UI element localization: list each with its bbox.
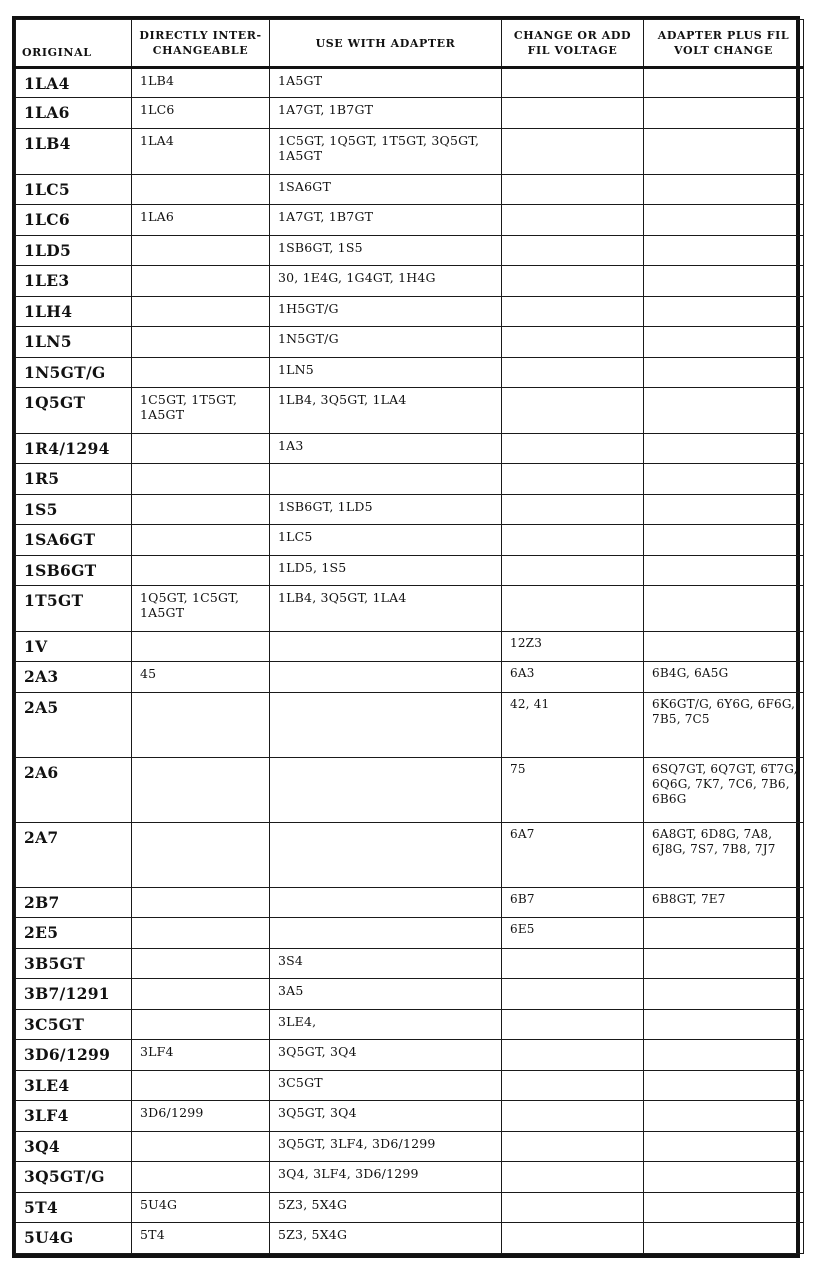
adapter-fil-volt-change-cell <box>644 1192 804 1222</box>
original-tube-cell: 1LN5 <box>16 327 132 357</box>
use-with-adapter-cell: 5Z3, 5X4G <box>270 1223 502 1254</box>
use-with-adapter-cell: 1LN5 <box>270 357 502 387</box>
original-tube-cell: 1R5 <box>16 464 132 494</box>
use-with-adapter-cell: 1LB4, 3Q5GT, 1LA4 <box>270 586 502 632</box>
directly-interchangeable-cell <box>132 1162 270 1192</box>
fil-voltage-change-cell <box>502 555 644 585</box>
directly-interchangeable-cell <box>132 631 270 661</box>
use-with-adapter-cell <box>270 888 502 918</box>
directly-interchangeable-cell <box>132 327 270 357</box>
directly-interchangeable-cell <box>132 1009 270 1039</box>
use-with-adapter-cell: 3Q5GT, 3Q4 <box>270 1040 502 1070</box>
original-tube-cell: 1R4/1294 <box>16 433 132 463</box>
use-with-adapter-cell: 1SB6GT, 1S5 <box>270 235 502 265</box>
directly-interchangeable-cell <box>132 555 270 585</box>
header-adapter-plus-fil-volt-change: ADAPTER PLUS FIL VOLT CHANGE <box>644 20 804 68</box>
header-use-with-adapter: USE WITH ADAPTER <box>270 20 502 68</box>
directly-interchangeable-cell: 45 <box>132 662 270 692</box>
adapter-fil-volt-change-cell <box>644 464 804 494</box>
table-body <box>16 68 804 1254</box>
directly-interchangeable-cell: 5U4G <box>132 1192 270 1222</box>
fil-voltage-change-cell: 12Z3 <box>502 631 644 661</box>
fil-voltage-change-cell <box>502 128 644 174</box>
use-with-adapter-cell: 3LE4, <box>270 1009 502 1039</box>
fil-voltage-change-cell <box>502 1131 644 1161</box>
header-change-fil-voltage: CHANGE OR ADD FIL VOLTAGE <box>502 20 644 68</box>
adapter-fil-volt-change-cell <box>644 1009 804 1039</box>
fil-voltage-change-cell <box>502 266 644 296</box>
table-row <box>16 235 804 265</box>
directly-interchangeable-cell <box>132 1131 270 1161</box>
use-with-adapter-cell: 3Q5GT, 3LF4, 3D6/1299 <box>270 1131 502 1161</box>
directly-interchangeable-cell: 1C5GT, 1T5GT, 1A5GT <box>132 388 270 434</box>
adapter-fil-volt-change-cell <box>644 235 804 265</box>
fil-voltage-change-cell <box>502 586 644 632</box>
adapter-fil-volt-change-cell <box>644 296 804 326</box>
adapter-fil-volt-change-cell <box>644 1040 804 1070</box>
adapter-fil-volt-change-cell <box>644 1101 804 1131</box>
table-row <box>16 692 804 757</box>
fil-voltage-change-cell <box>502 174 644 204</box>
table-row <box>16 1223 804 1254</box>
adapter-fil-volt-change-cell: 6SQ7GT, 6Q7GT, 6T7G, 6Q6G, 7K7, 7C6, 7B6, 6B6G <box>644 757 804 822</box>
use-with-adapter-cell: 1SB6GT, 1LD5 <box>270 494 502 524</box>
table-row <box>16 327 804 357</box>
directly-interchangeable-cell <box>132 296 270 326</box>
use-with-adapter-cell: 1LD5, 1S5 <box>270 555 502 585</box>
directly-interchangeable-cell: 3LF4 <box>132 1040 270 1070</box>
adapter-fil-volt-change-cell <box>644 205 804 235</box>
adapter-fil-volt-change-cell <box>644 327 804 357</box>
directly-interchangeable-cell <box>132 1070 270 1100</box>
use-with-adapter-cell: 3Q5GT, 3Q4 <box>270 1101 502 1131</box>
header-directly-interchangeable: DIRECTLY INTER-CHANGEABLE <box>132 20 270 68</box>
fil-voltage-change-cell <box>502 388 644 434</box>
adapter-fil-volt-change-cell <box>644 1162 804 1192</box>
original-tube-cell: 1SB6GT <box>16 555 132 585</box>
header-row <box>16 20 804 68</box>
table-row <box>16 948 804 978</box>
original-tube-cell: 1LC5 <box>16 174 132 204</box>
directly-interchangeable-cell <box>132 979 270 1009</box>
table-row <box>16 631 804 661</box>
header-original: ORIGINAL <box>16 20 132 68</box>
adapter-fil-volt-change-cell: 6B8GT, 7E7 <box>644 888 804 918</box>
adapter-fil-volt-change-cell <box>644 555 804 585</box>
table-row <box>16 205 804 235</box>
table-row <box>16 979 804 1009</box>
original-tube-cell: 5U4G <box>16 1223 132 1254</box>
fil-voltage-change-cell <box>502 979 644 1009</box>
original-tube-cell: 1Q5GT <box>16 388 132 434</box>
original-tube-cell: 2A7 <box>16 822 132 887</box>
table-row <box>16 464 804 494</box>
adapter-fil-volt-change-cell <box>644 1070 804 1100</box>
use-with-adapter-cell: 1A7GT, 1B7GT <box>270 205 502 235</box>
table-row <box>16 98 804 128</box>
use-with-adapter-cell <box>270 464 502 494</box>
adapter-fil-volt-change-cell: 6B4G, 6A5G <box>644 662 804 692</box>
table-row <box>16 586 804 632</box>
table-row <box>16 918 804 948</box>
use-with-adapter-cell: 1A7GT, 1B7GT <box>270 98 502 128</box>
fil-voltage-change-cell <box>502 205 644 235</box>
use-with-adapter-cell <box>270 918 502 948</box>
table-row <box>16 266 804 296</box>
adapter-fil-volt-change-cell <box>644 433 804 463</box>
table-row <box>16 388 804 434</box>
directly-interchangeable-cell <box>132 692 270 757</box>
fil-voltage-change-cell: 75 <box>502 757 644 822</box>
original-tube-cell: 1LA6 <box>16 98 132 128</box>
directly-interchangeable-cell: 1LA4 <box>132 128 270 174</box>
use-with-adapter-cell <box>270 757 502 822</box>
adapter-fil-volt-change-cell: 6A8GT, 6D8G, 7A8, 6J8G, 7S7, 7B8, 7J7 <box>644 822 804 887</box>
original-tube-cell: 1LD5 <box>16 235 132 265</box>
fil-voltage-change-cell <box>502 1223 644 1254</box>
adapter-fil-volt-change-cell <box>644 1131 804 1161</box>
adapter-fil-volt-change-cell <box>644 98 804 128</box>
fil-voltage-change-cell <box>502 525 644 555</box>
fil-voltage-change-cell <box>502 464 644 494</box>
fil-voltage-change-cell <box>502 327 644 357</box>
fil-voltage-change-cell <box>502 98 644 128</box>
original-tube-cell: 3Q4 <box>16 1131 132 1161</box>
table-row <box>16 174 804 204</box>
fil-voltage-change-cell <box>502 948 644 978</box>
original-tube-cell: 1T5GT <box>16 586 132 632</box>
original-tube-cell: 1S5 <box>16 494 132 524</box>
table-row <box>16 1131 804 1161</box>
original-tube-cell: 1V <box>16 631 132 661</box>
directly-interchangeable-cell <box>132 464 270 494</box>
table-row <box>16 757 804 822</box>
adapter-fil-volt-change-cell <box>644 357 804 387</box>
use-with-adapter-cell: 1LC5 <box>270 525 502 555</box>
table-row <box>16 525 804 555</box>
fil-voltage-change-cell <box>502 296 644 326</box>
original-tube-cell: 2B7 <box>16 888 132 918</box>
adapter-fil-volt-change-cell <box>644 918 804 948</box>
directly-interchangeable-cell <box>132 494 270 524</box>
original-tube-cell: 3LF4 <box>16 1101 132 1131</box>
directly-interchangeable-cell: 1Q5GT, 1C5GT, 1A5GT <box>132 586 270 632</box>
directly-interchangeable-cell <box>132 357 270 387</box>
original-tube-cell: 3Q5GT/G <box>16 1162 132 1192</box>
adapter-fil-volt-change-cell <box>644 266 804 296</box>
directly-interchangeable-cell <box>132 757 270 822</box>
use-with-adapter-cell: 5Z3, 5X4G <box>270 1192 502 1222</box>
directly-interchangeable-cell <box>132 888 270 918</box>
directly-interchangeable-cell <box>132 266 270 296</box>
use-with-adapter-cell <box>270 662 502 692</box>
original-tube-cell: 3B7/1291 <box>16 979 132 1009</box>
adapter-fil-volt-change-cell <box>644 68 804 98</box>
table-row <box>16 1009 804 1039</box>
use-with-adapter-cell: 1H5GT/G <box>270 296 502 326</box>
original-tube-cell: 2A6 <box>16 757 132 822</box>
tube-substitution-chart <box>12 16 800 1258</box>
adapter-fil-volt-change-cell <box>644 631 804 661</box>
directly-interchangeable-cell: 3D6/1299 <box>132 1101 270 1131</box>
table-row <box>16 433 804 463</box>
substitution-table <box>15 19 804 1254</box>
fil-voltage-change-cell: 42, 41 <box>502 692 644 757</box>
adapter-fil-volt-change-cell <box>644 494 804 524</box>
original-tube-cell: 1LA4 <box>16 68 132 98</box>
table-row <box>16 1101 804 1131</box>
fil-voltage-change-cell: 6A3 <box>502 662 644 692</box>
table-row <box>16 1162 804 1192</box>
adapter-fil-volt-change-cell <box>644 174 804 204</box>
fil-voltage-change-cell <box>502 1070 644 1100</box>
table-row <box>16 296 804 326</box>
use-with-adapter-cell <box>270 822 502 887</box>
use-with-adapter-cell: 1A3 <box>270 433 502 463</box>
use-with-adapter-cell: 1N5GT/G <box>270 327 502 357</box>
use-with-adapter-cell: 1SA6GT <box>270 174 502 204</box>
original-tube-cell: 2A3 <box>16 662 132 692</box>
use-with-adapter-cell: 1C5GT, 1Q5GT, 1T5GT, 3Q5GT, 1A5GT <box>270 128 502 174</box>
adapter-fil-volt-change-cell <box>644 979 804 1009</box>
original-tube-cell: 1LC6 <box>16 205 132 235</box>
use-with-adapter-cell: 1A5GT <box>270 68 502 98</box>
table-row <box>16 555 804 585</box>
use-with-adapter-cell: 3C5GT <box>270 1070 502 1100</box>
directly-interchangeable-cell <box>132 525 270 555</box>
directly-interchangeable-cell <box>132 918 270 948</box>
original-tube-cell: 2A5 <box>16 692 132 757</box>
directly-interchangeable-cell <box>132 948 270 978</box>
fil-voltage-change-cell <box>502 1009 644 1039</box>
table-row <box>16 662 804 692</box>
table-row <box>16 128 804 174</box>
fil-voltage-change-cell: 6E5 <box>502 918 644 948</box>
adapter-fil-volt-change-cell <box>644 586 804 632</box>
directly-interchangeable-cell: 5T4 <box>132 1223 270 1254</box>
fil-voltage-change-cell <box>502 494 644 524</box>
fil-voltage-change-cell <box>502 357 644 387</box>
fil-voltage-change-cell: 6B7 <box>502 888 644 918</box>
use-with-adapter-cell: 1LB4, 3Q5GT, 1LA4 <box>270 388 502 434</box>
directly-interchangeable-cell <box>132 433 270 463</box>
table-row <box>16 822 804 887</box>
use-with-adapter-cell: 30, 1E4G, 1G4GT, 1H4G <box>270 266 502 296</box>
fil-voltage-change-cell: 6A7 <box>502 822 644 887</box>
original-tube-cell: 3LE4 <box>16 1070 132 1100</box>
use-with-adapter-cell: 3Q4, 3LF4, 3D6/1299 <box>270 1162 502 1192</box>
directly-interchangeable-cell <box>132 822 270 887</box>
use-with-adapter-cell <box>270 631 502 661</box>
adapter-fil-volt-change-cell <box>644 388 804 434</box>
table-row <box>16 1040 804 1070</box>
adapter-fil-volt-change-cell <box>644 128 804 174</box>
original-tube-cell: 5T4 <box>16 1192 132 1222</box>
table-row <box>16 68 804 98</box>
table-row <box>16 1192 804 1222</box>
directly-interchangeable-cell <box>132 174 270 204</box>
table-row <box>16 888 804 918</box>
use-with-adapter-cell: 3A5 <box>270 979 502 1009</box>
original-tube-cell: 1LH4 <box>16 296 132 326</box>
fil-voltage-change-cell <box>502 433 644 463</box>
original-tube-cell: 2E5 <box>16 918 132 948</box>
adapter-fil-volt-change-cell: 6K6GT/G, 6Y6G, 6F6G, 7B5, 7C5 <box>644 692 804 757</box>
table-row <box>16 494 804 524</box>
directly-interchangeable-cell <box>132 235 270 265</box>
table-row <box>16 357 804 387</box>
table-row <box>16 1070 804 1100</box>
original-tube-cell: 1LE3 <box>16 266 132 296</box>
adapter-fil-volt-change-cell <box>644 1223 804 1254</box>
directly-interchangeable-cell: 1LB4 <box>132 68 270 98</box>
fil-voltage-change-cell <box>502 68 644 98</box>
original-tube-cell: 3B5GT <box>16 948 132 978</box>
original-tube-cell: 1SA6GT <box>16 525 132 555</box>
use-with-adapter-cell <box>270 692 502 757</box>
directly-interchangeable-cell: 1LC6 <box>132 98 270 128</box>
fil-voltage-change-cell <box>502 1192 644 1222</box>
directly-interchangeable-cell: 1LA6 <box>132 205 270 235</box>
adapter-fil-volt-change-cell <box>644 948 804 978</box>
original-tube-cell: 3D6/1299 <box>16 1040 132 1070</box>
original-tube-cell: 1LB4 <box>16 128 132 174</box>
adapter-fil-volt-change-cell <box>644 525 804 555</box>
fil-voltage-change-cell <box>502 1162 644 1192</box>
fil-voltage-change-cell <box>502 1101 644 1131</box>
use-with-adapter-cell: 3S4 <box>270 948 502 978</box>
fil-voltage-change-cell <box>502 235 644 265</box>
fil-voltage-change-cell <box>502 1040 644 1070</box>
original-tube-cell: 1N5GT/G <box>16 357 132 387</box>
original-tube-cell: 3C5GT <box>16 1009 132 1039</box>
